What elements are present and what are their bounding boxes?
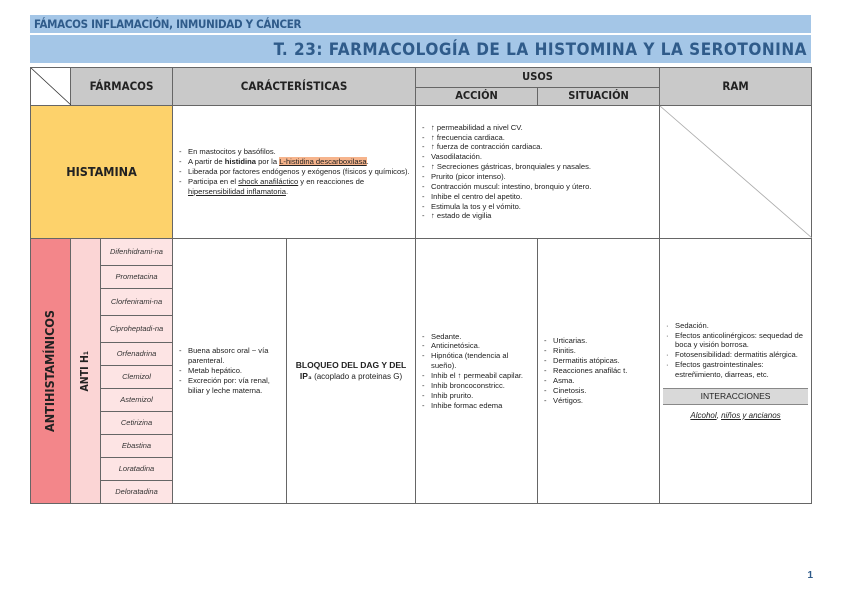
list-item: - Dermatitis atópicas. bbox=[544, 356, 655, 366]
drug-cell: Clorfenirami-na bbox=[101, 289, 173, 316]
list-item: - Metab hepático. bbox=[179, 366, 282, 376]
list-item: - Vasodilatación. bbox=[422, 152, 655, 162]
drug-cell: Clemizol bbox=[101, 366, 173, 389]
antih-ram bbox=[660, 239, 812, 504]
list-item: - Inhibe formac edema bbox=[422, 401, 533, 411]
page-number: 1 bbox=[807, 570, 813, 581]
antihistaminicos-label: ANTIHISTAMÍNICOS bbox=[31, 239, 71, 504]
header-situacion: SITUACIÓN bbox=[538, 87, 660, 106]
drug-cell: Difenhidrami-na bbox=[101, 239, 173, 266]
list-item: - Estimula la tos y el vómito. bbox=[422, 202, 655, 212]
list-item: - ↑ Secreciones gástricas, bronquiales y nasales. bbox=[422, 162, 655, 172]
corner-cell bbox=[31, 68, 71, 106]
histamina-label: HISTAMINA bbox=[31, 106, 173, 239]
list-item: - ↑ estado de vigilia bbox=[422, 211, 655, 221]
list-item: - Participa en el shock anafiláctico y en reacciones de hipersensibilidad inflamatoria. bbox=[179, 177, 411, 197]
drug-cell: Loratadina bbox=[101, 458, 173, 481]
list-item: - Contracción muscul: intestino, bronquio y útero. bbox=[422, 182, 655, 192]
antih-mecanismo: BLOQUEO DEL DAG Y DEL IP₃ (acoplado a proteinas G) bbox=[287, 239, 416, 504]
list-item: - ↑ permeabilidad a nivel CV. bbox=[422, 123, 655, 133]
drug-cell: Orfenadrina bbox=[101, 343, 173, 366]
list-item: - Urticarias. bbox=[544, 336, 655, 346]
topic-title: T. 23: FARMACOLOGÍA DE LA HISTOMINA Y LA SEROTONINA bbox=[273, 40, 807, 60]
list-item: - Buena absorc oral ~ vía parenteral. bbox=[179, 346, 282, 366]
list-item: - Rinitis. bbox=[544, 346, 655, 356]
drug-cell: Ebastina bbox=[101, 435, 173, 458]
list-item: - Asma. bbox=[544, 376, 655, 386]
interacciones-header: INTERACCIONES bbox=[663, 388, 808, 405]
list-item: - Inhib broncoconstricc. bbox=[422, 381, 533, 391]
header-accion: ACCIÓN bbox=[416, 87, 538, 106]
title-bar bbox=[30, 35, 811, 63]
header-ram: RAM bbox=[660, 68, 812, 106]
header-usos: USOS bbox=[416, 68, 660, 88]
list-item: - ↑ fuerza de contracción cardiaca. bbox=[422, 142, 655, 152]
pharmacology-table bbox=[30, 67, 812, 504]
antih-situacion bbox=[538, 239, 660, 504]
list-item: - En mastocitos y basófilos. bbox=[179, 147, 411, 157]
histamina-accion bbox=[416, 106, 660, 239]
list-item: - Anticinetósica. bbox=[422, 341, 533, 351]
histamina-caracteristicas bbox=[173, 106, 416, 239]
antih-caracteristicas bbox=[173, 239, 287, 504]
list-item: · Efectos gastrointestinales: estreñimiento, diarreas, etc. bbox=[666, 360, 807, 380]
list-item: - Excreción por: vía renal, biliar y leche materna. bbox=[179, 376, 282, 396]
drug-cell: Deloratadina bbox=[101, 481, 173, 504]
list-item: · Fotosensibilidad: dermatitis alérgica. bbox=[666, 350, 807, 360]
drug-cell: Astemizol bbox=[101, 389, 173, 412]
interacciones-text: Alcohol, niños y ancianos bbox=[690, 410, 781, 420]
subject-title: FÁMACOS INFLAMACIÓN, INMUNIDAD Y CÁNCER bbox=[34, 17, 302, 31]
header-caracteristicas: CARÁCTERÍSTICAS bbox=[173, 68, 416, 106]
subject-bar bbox=[30, 15, 811, 33]
header-farmacos: FÁRMACOS bbox=[71, 68, 173, 106]
list-item: - Hipnótica (tendencia al sueño). bbox=[422, 351, 533, 371]
drug-cell: Prometacina bbox=[101, 266, 173, 289]
drug-cell: Ciproheptadi-na bbox=[101, 316, 173, 343]
antih-accion bbox=[416, 239, 538, 504]
anti-h1-label: ANTI H₁ bbox=[71, 239, 101, 504]
list-item: - Prurito (picor intenso). bbox=[422, 172, 655, 182]
list-item: - Reacciones anafilác t. bbox=[544, 366, 655, 376]
list-item: - Vértigos. bbox=[544, 396, 655, 406]
list-item: - A partir de histidina por la L-histidina descarboxilasa. bbox=[179, 157, 411, 167]
list-item: - Inhibe el centro del apetito. bbox=[422, 192, 655, 202]
drug-cell: Cetirizina bbox=[101, 412, 173, 435]
list-item: - Inhib prurito. bbox=[422, 391, 533, 401]
list-item: - Sedante. bbox=[422, 332, 533, 342]
list-item: - Cinetosis. bbox=[544, 386, 655, 396]
list-item: · Sedación. bbox=[666, 321, 807, 331]
list-item: - Inhib el ↑ permeabil capilar. bbox=[422, 371, 533, 381]
list-item: · Efectos anticolinérgicos: sequedad de boca y visión borrosa. bbox=[666, 331, 807, 351]
list-item: - ↑ frecuencia cardiaca. bbox=[422, 133, 655, 143]
histamina-ram-empty bbox=[660, 106, 812, 239]
list-item: - Liberada por factores endógenos y exógenos (físicos y químicos). bbox=[179, 167, 411, 177]
